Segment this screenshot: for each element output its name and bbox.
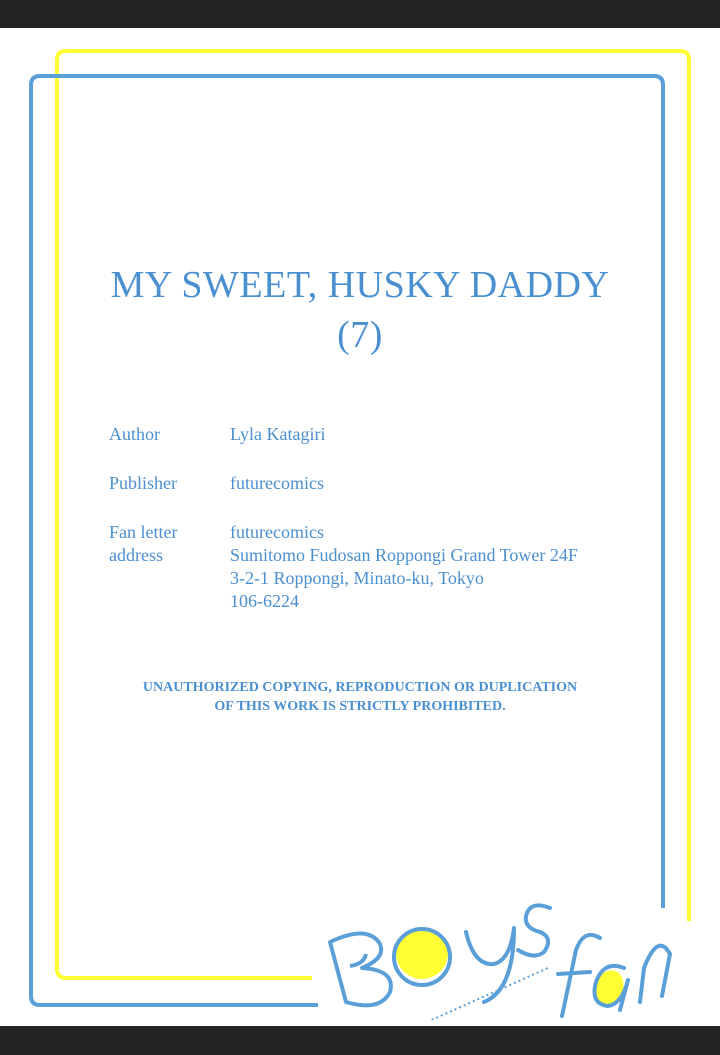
copyright-notice-line1: UNAUTHORIZED COPYING, REPRODUCTION OR DUPLICATION — [142, 680, 578, 695]
yellow-frame-border — [57, 51, 689, 978]
book-title — [60, 260, 660, 360]
colophon-page — [0, 28, 720, 1026]
logo-letter-f — [558, 935, 600, 1016]
address-line: futurecomics — [230, 522, 324, 542]
address-line: 3-2-1 Roppongi, Minato-ku, Tokyo — [230, 568, 484, 588]
publisher-value: futurecomics — [230, 473, 324, 493]
copyright-notice-line2: OF THIS WORK IS STRICTLY PROHIBITED. — [214, 699, 506, 714]
logo-letter-n — [640, 946, 670, 1002]
fan-letter-label-line1: Fan letter — [109, 522, 178, 542]
logo-letter-b — [330, 933, 391, 1005]
book-title-volume: (7) — [337, 314, 383, 356]
logo-letter-s — [518, 905, 550, 955]
address-line: Sumitomo Fudosan Roppongi Grand Tower 24F — [230, 545, 578, 565]
logo-dotted-line — [418, 968, 548, 1020]
author-label: Author — [109, 424, 160, 444]
fan-letter-label — [109, 521, 177, 567]
copyright-notice — [60, 678, 660, 716]
author-value: Lyla Katagiri — [230, 424, 326, 444]
book-title-line1: MY SWEET, HUSKY DADDY — [110, 264, 610, 306]
fan-letter-address — [230, 521, 578, 613]
logo-letter-y — [466, 928, 514, 1002]
address-line: 106-6224 — [230, 591, 299, 611]
fan-letter-label-line2: address — [109, 545, 163, 565]
boys-fan-logo — [318, 870, 678, 1020]
publisher-label: Publisher — [109, 473, 178, 493]
